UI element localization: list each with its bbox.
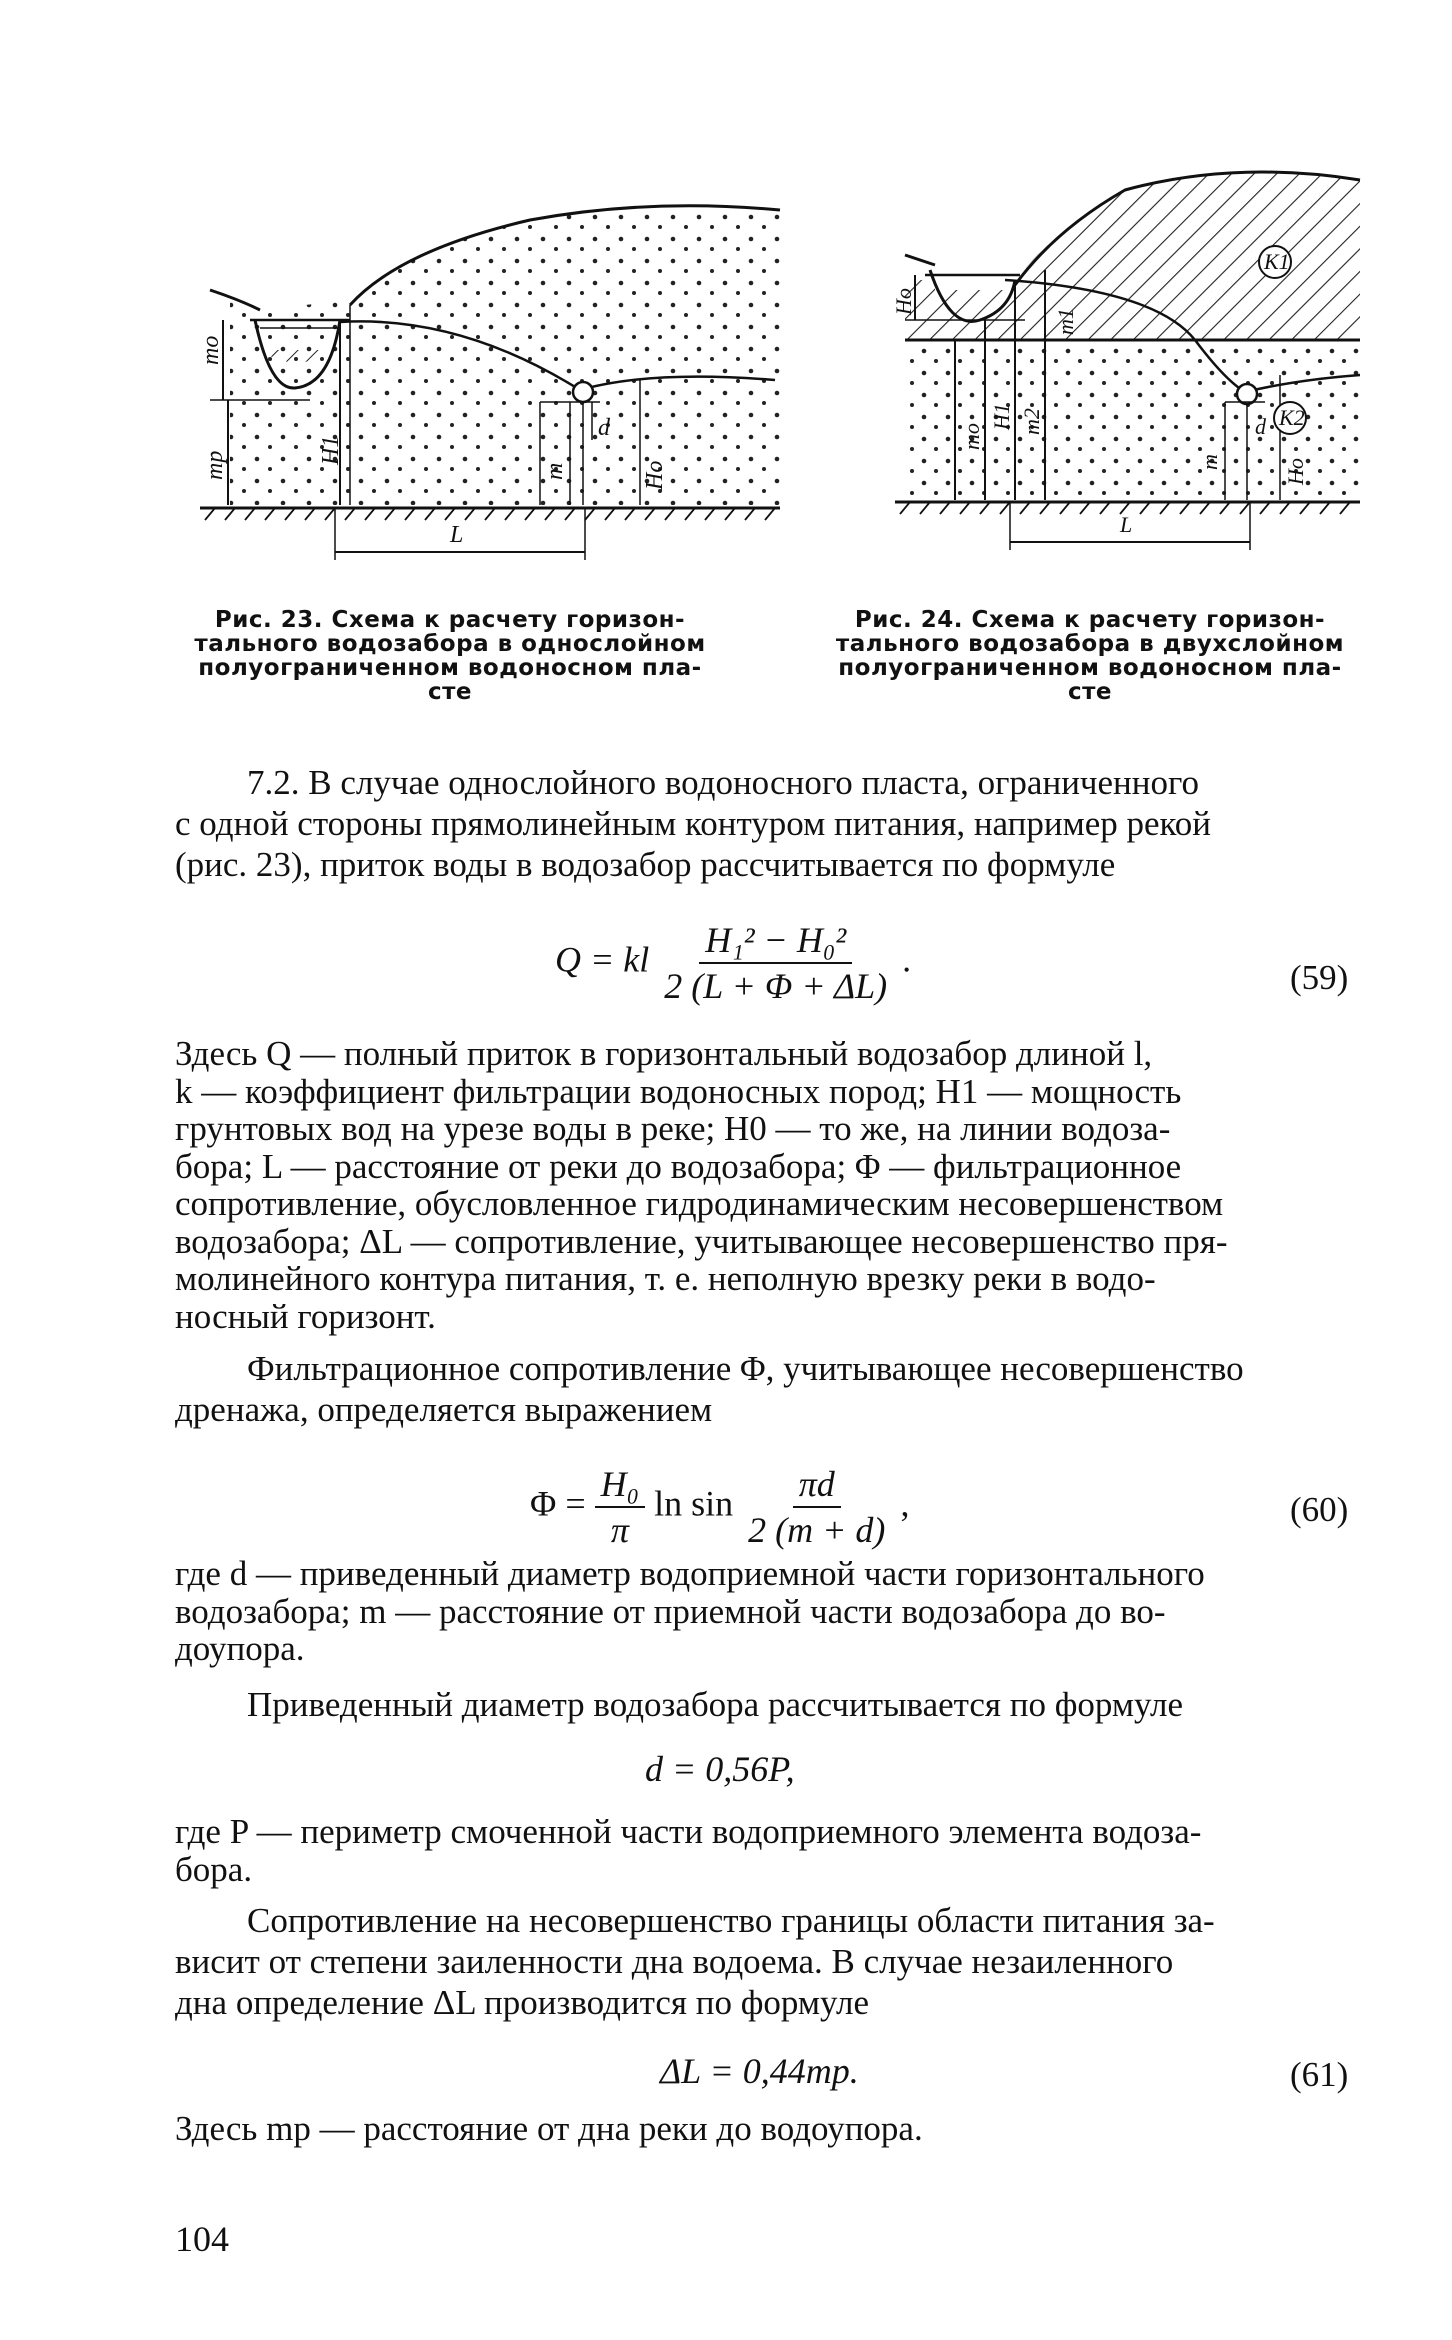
caption-line: тального водозабора в двухслойном [835,631,1345,657]
fig24-label-k2: K2 [1279,405,1305,430]
caption-line: полуограниченном водоносном пла- [198,655,702,681]
caption-line: полуограниченном водоносном пла- [838,655,1342,681]
formula-59-lhs: Q = kl [555,939,650,980]
formula-59 [555,918,911,1008]
text-line: висит от степени заиленности дна водоема. В случае незаиленного [175,1942,1174,1981]
formula-59-fraction [658,918,893,1008]
fig24-label-m2: m2 [1019,408,1044,435]
text-line: Фильтрационное сопротивление Φ, учитывающее несовершенство [247,1349,1244,1388]
formula-60-function: ln sin [654,1483,734,1524]
caption-line: Рис. 24. Схема к расчету горизон- [854,607,1326,633]
formula-61-number: (61) [1290,2055,1349,2094]
text-line: где d — приведенный диаметр водоприемной части горизонтального [175,1554,1205,1593]
caption-line: сте [1067,679,1113,705]
formula-60-fraction-1 [595,1462,646,1552]
text-line: (рис. 23), приток воды в водозабор рассчитывается по формуле [175,845,1116,884]
text-line: Здесь Q — полный приток в горизонтальный водозабор длиной l, [175,1034,1153,1073]
text-line: бора. [175,1849,253,1889]
text-line: Сопротивление на несовершенство границы области питания за- [247,1901,1215,1940]
fig24-label-d: d [1255,414,1266,439]
text-line: водозабора; m — расстояние от приемной части водозабора до во- [175,1591,1166,1631]
fig24-label-k1: K1 [1264,249,1290,274]
text-line: сопротивление, обусловленное гидродинамическим несовершенством [175,1184,1224,1223]
fig23-label-mp: mp [202,450,228,480]
figure-24-caption [820,608,1360,704]
page-number: 104 [175,2219,229,2259]
text-line: дна определение ΔL производится по формуле [175,1983,870,2022]
formula-59-tail: . [902,939,912,980]
fig23-label-mo: mo [198,335,224,365]
figure-23-caption [180,608,720,704]
text-line: с одной стороны прямолинейным контуром питания, например рекой [175,804,1212,843]
paragraph-reduced-diameter: Приведенный диаметр водозабора рассчитывается по формуле [247,1685,1183,1724]
fig24-label-m1: m1 [1053,308,1078,335]
fig24-label-m: m [1197,454,1222,470]
fig24-label-h0: Ho [1283,458,1308,485]
text-line: где P — периметр смоченной части водоприемного элемента водоза- [175,1812,1202,1851]
fig24-label-mo: mo [959,423,984,450]
formula-60-denominator-2: 2 (m + d) [748,1510,886,1550]
paragraph-filtration [175,1348,1355,1430]
fig23-label-m: m [542,462,568,480]
fig23-label-h1: H1 [318,435,344,465]
figure-24-diagram [891,170,1365,570]
formula-60-numerator-1: H₀ [595,1462,646,1508]
text-line: 7.2. В случае однослойного водоносного пласта, ограниченного [247,763,1200,802]
formula-61: ΔL = 0,44mр. [660,2051,859,2091]
text-line: грунтовых вод на урезе воды в реке; H0 — то же, на линии водоза- [175,1109,1171,1148]
paragraph-resistance [175,1900,1355,2023]
formula-60-fraction-2 [742,1462,891,1552]
fig23-label-h0: Ho [642,460,668,490]
fig23-label-d: d [598,415,610,441]
text-line: молинейного контура питания, т. е. неполную врезку реки в водо- [175,1259,1156,1298]
caption-line: Рис. 23. Схема к расчету горизон- [214,607,686,633]
text-line: водозабора; ΔL — сопротивление, учитывающее несовершенство пря- [175,1221,1228,1261]
formula-60-numerator-2: πd [793,1462,841,1508]
paragraph-definitions [175,1035,1355,1335]
text-line: бора; L — расстояние от реки до водозабора; Φ — фильтрационное [175,1146,1182,1186]
formula-60-tail: , [900,1483,910,1524]
text-line: носный горизонт. [175,1296,436,1336]
formula-d: d = 0,56P, [645,1749,795,1789]
paragraph-7-2 [175,762,1355,885]
fig24-label-h0-top: Ho [891,288,916,315]
formula-60-denominator-1: π [610,1510,629,1550]
paragraph-d-definition [175,1555,1355,1668]
caption-line: сте [427,679,473,705]
formula-60-number: (60) [1290,1490,1349,1529]
formula-59-denominator: 2 (L + Φ + ΔL) [664,966,888,1006]
figure-23-diagram [200,190,790,580]
text-line: k — коэффициент фильтрации водоносных пород; H1 — мощность [175,1071,1182,1111]
fig24-label-L: L [1120,512,1133,537]
formula-59-number: (59) [1290,958,1349,997]
paragraph-p-definition [175,1813,1355,1888]
text-line: дренажа, определяется выражением [175,1390,713,1429]
paragraph-mp-definition: Здесь mр — расстояние от дна реки до водоупора. [175,2109,923,2148]
text-line: доупора. [175,1629,305,1668]
fig23-label-L: L [450,522,464,548]
formula-59-numerator: H₁² − H₀² [699,918,852,964]
formula-60 [530,1462,909,1552]
fig24-label-h1: H1 [989,403,1014,430]
caption-line: тального водозабора в однослойном [194,631,706,657]
formula-60-lhs: Φ = [530,1483,586,1524]
